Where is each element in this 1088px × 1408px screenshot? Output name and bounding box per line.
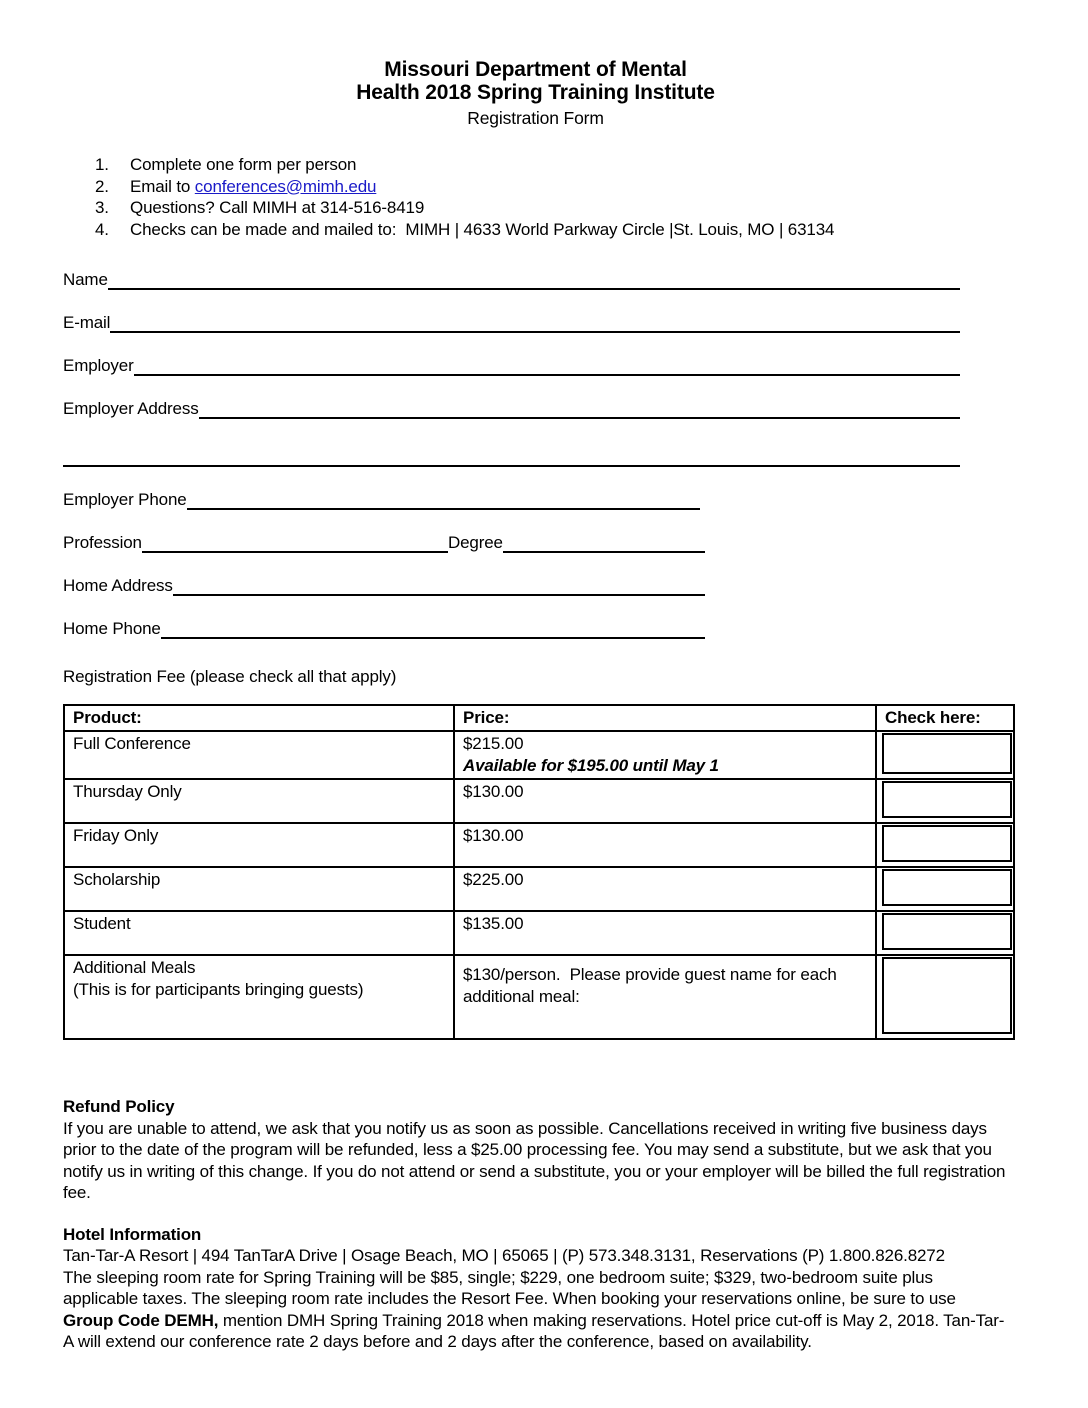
instruction-item-4 [63,219,1008,241]
check-here-box[interactable] [882,957,1012,1034]
price-cell: $130/person. Please provide guest name for each additional meal: [454,955,876,1039]
product-cell: Scholarship [64,867,454,911]
instruction-number: 2. [95,176,109,196]
instruction-text: Checks can be made and mailed to: MIMH | 4633 World Parkway Circle |St. Louis, MO | 63134 [130,219,835,239]
hotel-info-text: The sleeping room rate for Spring Training will be $85, single; $229, one bedroom suite; $329, two-bedroom suite plus applicable taxes. The sleeping room rate includes the Resort Fee. When booking your reservations online, be sure to use Group Code DEMH, mention DMH Spring Training 2018 when making reservations. Hotel price cut-off is May 2, 2018. Tan-Tar-A will extend our conference rate 2 days before and 2 days after the conference, based on availability. [63,1267,1005,1351]
instruction-number: 1. [95,155,109,174]
title-line-2: Health 2018 Spring Training Institute [356,81,715,104]
degree-line[interactable] [503,533,705,553]
name-line[interactable] [108,270,960,290]
employer-line[interactable] [134,356,960,376]
product-note: (This is for participants bringing guests) [73,979,364,999]
field-home-address [63,574,705,596]
check-cell [876,911,1014,955]
home-address-label: Home Address [63,575,173,595]
product-cell: Thursday Only [64,779,454,823]
instructions-list [63,154,1008,240]
check-cell [876,867,1014,911]
price-cell: $130.00 [454,779,876,823]
instruction-item-1 [63,154,1008,176]
check-cell [876,779,1014,823]
refund-policy-text: If you are unable to attend, we ask that you notify us as soon as possible. Cancellations received in writing five business days prior to the date of the program will be refunded, less a $25.00 processing fee. You may send a substitute, but we ask that you notify us in writing of this change. If you do not attend or send a substitute, you or your employer will be billed the full registration fee. [63,1118,1006,1202]
degree-group [448,532,705,554]
fee-row-additional-meals [64,955,1014,1039]
instruction-item-3 [63,197,1008,219]
fee-row-full-conference [64,731,1014,779]
employer-phone-label: Employer Phone [63,489,187,509]
fee-table-header-row [64,705,1014,732]
check-here-box[interactable] [882,869,1012,906]
product-cell: Full Conference [64,731,454,779]
check-here-box[interactable] [882,781,1012,818]
profession-group [63,532,448,554]
title-line-1: Missouri Department of Mental [384,58,687,81]
email-label: E-mail [63,312,111,332]
email-link[interactable]: conferences@mimh.edu [194,176,377,196]
check-cell [876,955,1014,1039]
document-title [63,58,1008,104]
field-email [63,311,960,333]
employer-label: Employer [63,355,134,375]
employer-phone-line[interactable] [187,490,700,510]
instruction-text: Questions? Call MIMH at 314-516-8419 [130,198,425,217]
field-employer-address [63,397,960,419]
hotel-info-heading: Hotel Information [63,1224,202,1244]
contact-fields [63,268,1008,639]
price-cell: $225.00 [454,867,876,911]
field-home-phone [63,617,705,639]
field-employer [63,354,960,376]
fee-row-thursday-only [64,779,1014,823]
home-phone-line[interactable] [161,619,705,639]
fee-row-student [64,911,1014,955]
name-label: Name [63,269,108,289]
refund-policy-heading: Refund Policy [63,1097,175,1116]
price-cell: $135.00 [454,911,876,955]
price-cell [454,731,876,779]
home-address-line[interactable] [173,576,705,596]
degree-label: Degree [448,532,503,552]
registration-fee-heading: Registration Fee (please check all that apply) [63,667,397,686]
refund-policy-section [63,1096,1008,1204]
group-code: Group Code DEMH, [63,1310,219,1330]
check-cell [876,823,1014,867]
instruction-text: Email to conferences@mimh.edu [130,176,377,196]
check-here-box[interactable] [882,913,1012,950]
check-here-box[interactable] [882,733,1012,774]
hotel-info-section [63,1224,1008,1353]
check-here-column-header: Check here: [876,705,1014,732]
instruction-text: Complete one form per person [130,155,357,174]
product-label: Additional Meals [73,958,196,977]
fee-table [63,704,1015,1041]
home-phone-label: Home Phone [63,618,161,638]
field-name [63,268,960,290]
price-column-header: Price: [454,705,876,732]
price-cell: $130.00 [454,823,876,867]
hotel-address-line: Tan-Tar-A Resort | 494 TanTarA Drive | Osage Beach, MO | 65065 | (P) 573.348.3131, Reservations (P) 1.800.826.8272 [63,1246,945,1265]
instruction-number: 4. [95,219,109,239]
product-column-header: Product: [64,705,454,732]
price-amount: $215.00 [463,734,524,753]
instruction-item-2 [63,176,1008,198]
check-here-box[interactable] [882,825,1012,862]
instruction-number: 3. [95,198,109,217]
employer-address-line[interactable] [199,399,960,419]
profession-line[interactable] [142,533,448,553]
employer-address-continuation-line[interactable] [63,445,960,467]
product-cell [64,955,454,1039]
fee-row-friday-only [64,823,1014,867]
product-cell: Friday Only [64,823,454,867]
email-line[interactable] [110,313,960,333]
check-cell [876,731,1014,779]
document-subtitle: Registration Form [467,108,604,128]
fee-row-scholarship [64,867,1014,911]
field-profession-degree [63,531,1008,553]
employer-address-label: Employer Address [63,398,199,418]
product-cell: Student [64,911,454,955]
profession-label: Profession [63,532,142,552]
early-bird-note: Available for $195.00 until May 1 [463,755,719,775]
field-employer-phone [63,488,700,510]
